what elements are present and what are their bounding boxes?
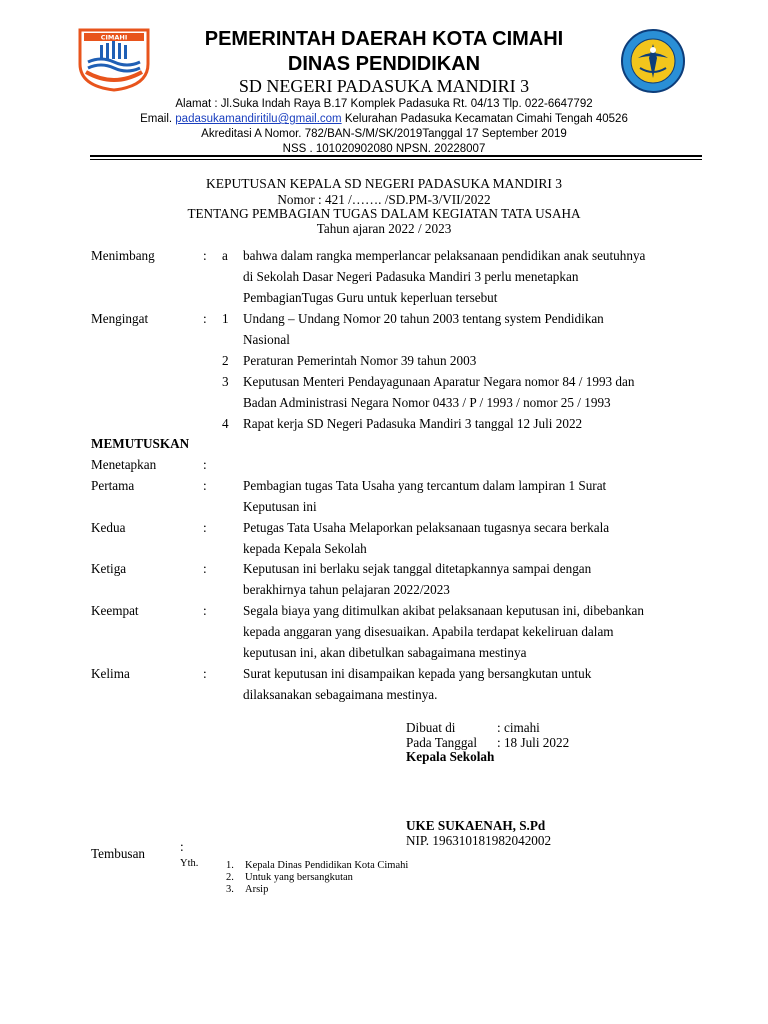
decree-number: Nomor : 421 /……. /SD.PM-3/VII/2022 xyxy=(277,192,491,207)
decision-line: Keputusan ini xyxy=(243,499,317,514)
tanggal-value: : 18 Juli 2022 xyxy=(497,735,570,750)
address-line: Alamat : Jl.Suka Indah Raya B.17 Komplek Padasuka Rt. 04/13 Tlp. 022-6647792 xyxy=(175,98,593,110)
decision-label: Kelima xyxy=(91,666,130,681)
decision-colon: : xyxy=(203,561,207,576)
mengingat-line: Keputusan Menteri Pendayagunaan Aparatur Negara nomor 84 / 1993 dan xyxy=(243,374,635,389)
decree-title: KEPUTUSAN KEPALA SD NEGERI PADASUKA MANDIRI 3 xyxy=(205,176,563,191)
header-line2: DINAS PENDIDIKAN xyxy=(287,53,481,75)
svg-text:CIMAHI: CIMAHI xyxy=(100,33,128,42)
decision-line: Keputusan ini berlaku sejak tanggal ditetapkannya sampai dengan xyxy=(243,561,592,576)
mengingat-num: 4 xyxy=(222,416,229,431)
tanggal-label: Pada Tanggal xyxy=(406,735,477,750)
dibuat-value: : cimahi xyxy=(497,720,540,735)
school-name: SD NEGERI PADASUKA MANDIRI 3 xyxy=(238,76,530,96)
memutuskan-heading: MEMUTUSKAN xyxy=(91,436,190,451)
email-link[interactable]: padasukamandiritilu@gmail.com xyxy=(175,113,342,125)
decision-colon: : xyxy=(203,478,207,493)
tembusan-colon: : xyxy=(180,839,184,854)
menimbang-marker: a xyxy=(222,248,228,263)
menimbang-line: PembagianTugas Guru untuk keperluan tersebut xyxy=(243,290,498,305)
dibuat-label: Dibuat di xyxy=(406,720,456,735)
menimbang-colon: : xyxy=(203,248,207,263)
mengingat-colon: : xyxy=(203,311,207,326)
tembusan-label: Tembusan xyxy=(91,846,146,861)
mengingat-line: Rapat kerja SD Negeri Padasuka Mandiri 3 tanggal 12 Juli 2022 xyxy=(243,416,583,431)
mengingat-line: Badan Administrasi Negara Nomor 0433 / P / 1993 / nomor 25 / 1993 xyxy=(243,395,611,410)
decision-colon: : xyxy=(203,603,207,618)
decision-line: berakhirnya tahun pelajaran 2022/2023 xyxy=(243,582,450,597)
decision-label: Pertama xyxy=(91,478,135,493)
decision-label: Keempat xyxy=(91,603,139,618)
tembusan-item: Untuk yang bersangkutan xyxy=(245,872,353,883)
menetapkan-colon: : xyxy=(203,457,207,472)
decision-line: kepada Kepala Sekolah xyxy=(243,541,367,556)
mengingat-num: 3 xyxy=(222,374,229,389)
decision-line: Segala biaya yang ditimulkan akibat pelaksanaan keputusan ini, dibebankan xyxy=(243,603,644,618)
decision-label: Ketiga xyxy=(91,561,127,576)
decision-line: Surat keputusan ini disampaikan kepada yang bersangkutan untuk xyxy=(243,666,592,681)
decree-year: Tahun ajaran 2022 / 2023 xyxy=(316,221,452,236)
decree-subject: TENTANG PEMBAGIAN TUGAS DALAM KEGIATAN TATA USAHA xyxy=(187,206,581,221)
decision-line: keputusan ini, akan dibetulkan sabagaimana mestinya xyxy=(243,645,527,660)
nss-line: NSS . 101020902080 NPSN. 20228007 xyxy=(282,143,486,155)
decision-line: Pembagian tugas Tata Usaha yang tercantum dalam lampiran 1 Surat xyxy=(243,478,607,493)
decision-colon: : xyxy=(203,666,207,681)
header-line1: PEMERINTAH DAERAH KOTA CIMAHI xyxy=(204,28,564,50)
mengingat-line: Peraturan Pemerintah Nomor 39 tahun 2003 xyxy=(243,353,477,368)
header-rule-thin xyxy=(90,159,702,160)
tembusan-yth: Yth. xyxy=(180,858,199,869)
email-line: Email. padasukamandiritilu@gmail.com Kelurahan Padasuka Kecamatan Cimahi Tengah 40526 xyxy=(140,113,628,125)
mengingat-line: Nasional xyxy=(243,332,290,347)
tembusan-num: 3. xyxy=(226,884,234,895)
decision-label: Kedua xyxy=(91,520,126,535)
signatory-role: Kepala Sekolah xyxy=(406,749,495,764)
tembusan-num: 2. xyxy=(226,872,234,883)
tembusan-item: Kepala Dinas Pendidikan Kota Cimahi xyxy=(245,860,409,871)
decision-line: Petugas Tata Usaha Melaporkan pelaksanaan tugasnya secara berkala xyxy=(243,520,610,535)
tembusan-num: 1. xyxy=(226,860,234,871)
tembusan-item: Arsip xyxy=(245,884,269,895)
menimbang-line: bahwa dalam rangka memperlancar pelaksanaan pendidikan anak seutuhnya xyxy=(243,248,646,263)
decision-colon: : xyxy=(203,520,207,535)
menetapkan-label: Menetapkan xyxy=(91,457,157,472)
mengingat-label: Mengingat xyxy=(91,311,149,326)
mengingat-line: Undang – Undang Nomor 20 tahun 2003 tentang system Pendidikan xyxy=(243,311,604,326)
signatory-name: UKE SUKAENAH, S.Pd xyxy=(406,818,546,833)
decision-line: kepada anggaran yang disesuaikan. Apabila terdapat kekeliruan dalam xyxy=(243,624,614,639)
mengingat-num: 2 xyxy=(222,353,229,368)
signatory-nip: NIP. 196310181982042002 xyxy=(406,833,552,848)
menimbang-label: Menimbang xyxy=(91,248,155,263)
menimbang-line: di Sekolah Dasar Negeri Padasuka Mandiri 3 perlu menetapkan xyxy=(243,269,579,284)
accreditation-line: Akreditasi A Nomor. 782/BAN-S/M/SK/2019Tanggal 17 September 2019 xyxy=(201,128,567,140)
decision-line: dilaksanakan sebagaimana mestinya. xyxy=(243,687,438,702)
header-rule-thick xyxy=(90,155,702,157)
mengingat-num: 1 xyxy=(222,311,229,326)
